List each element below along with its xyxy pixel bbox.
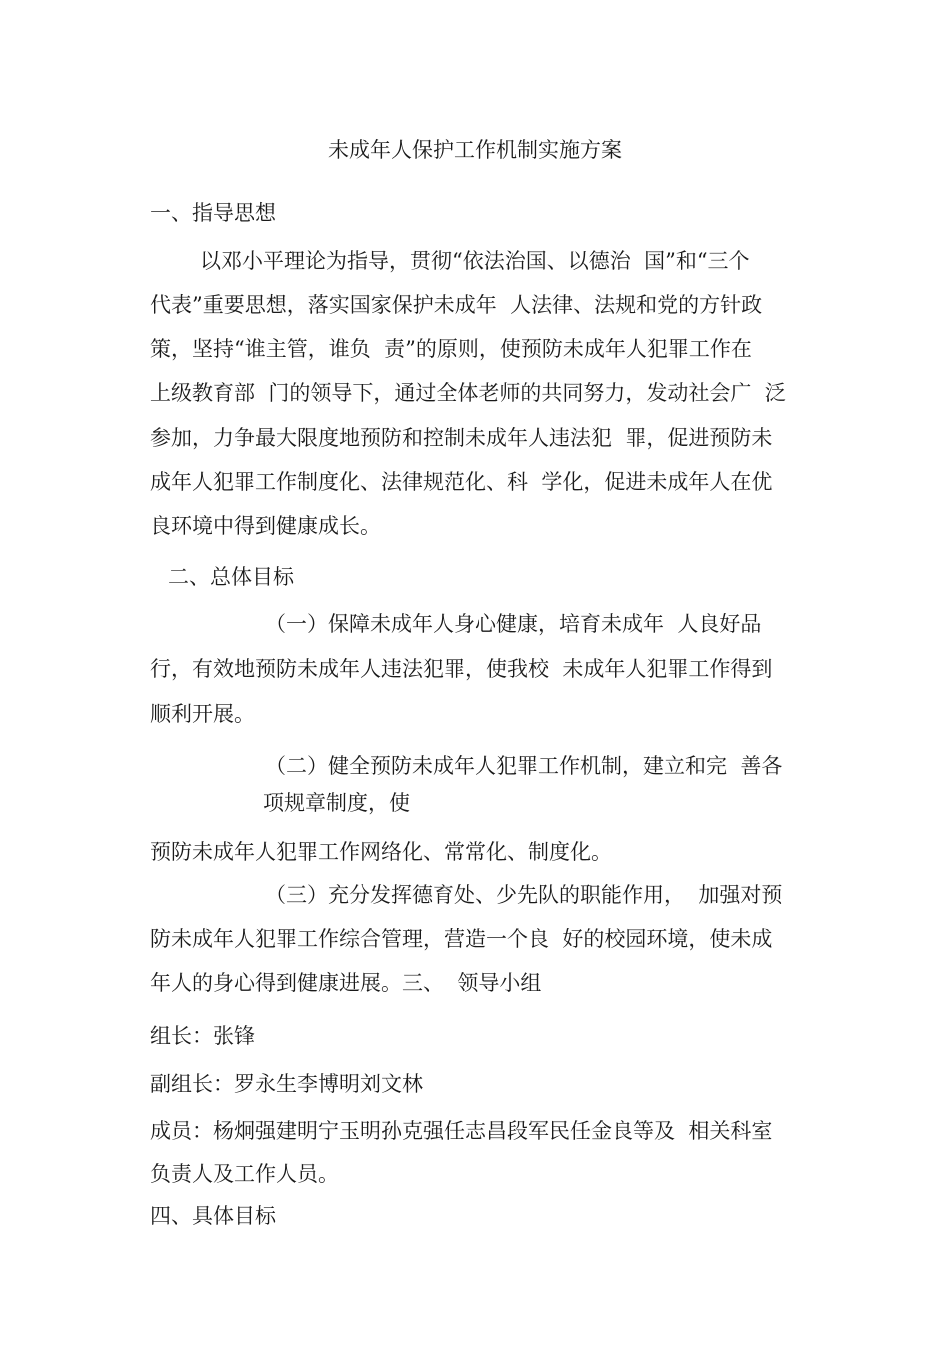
goal-item-2-line: 预防未成年人犯罪工作网络化、常常化、制度化。 (150, 840, 612, 864)
paragraph-line: 以邓小平理论为指导，贯彻“依法治国、以德治 国”和“三个 (200, 249, 750, 273)
goal-item-1-line: （一）保障未成年人身心健康，培育未成年 人良好品 (265, 612, 762, 636)
goal-item-2-line: 项规章制度，使 (263, 791, 410, 815)
members-line: 成员：杨炯强建明宁玉明孙克强任志昌段军民任金良等及 相关科室 (150, 1119, 773, 1143)
leader-line: 组长：张锋 (150, 1024, 255, 1048)
paragraph-line: 参加，力争最大限度地预防和控制未成年人违法犯 罪，促进预防未 (150, 426, 773, 450)
document-title: 未成年人保护工作机制实施方案 (328, 138, 622, 162)
section-heading-overall-goals: 二、总体目标 (168, 565, 294, 589)
paragraph-line: 良环境中得到健康成长。 (150, 514, 381, 538)
goal-item-3-line: 防未成年人犯罪工作综合管理，营造一个良 好的校园环境，使未成 (150, 927, 773, 951)
paragraph-line: 上级教育部 门的领导下，通过全体老师的共同努力，发动社会广 泛 (150, 381, 786, 405)
goal-item-3-line: 年人的身心得到健康进展。三、 领导小组 (150, 971, 542, 995)
section-heading-specific-goals: 四、具体目标 (150, 1204, 276, 1228)
goal-item-3-line: （三）充分发挥德育处、少先队的职能作用， 加强对预 (265, 883, 783, 907)
paragraph-line: 成年人犯罪工作制度化、法律规范化、科 学化，促进未成年人在优 (150, 470, 773, 494)
deputy-leader-line: 副组长：罗永生李博明刘文林 (150, 1072, 423, 1096)
goal-item-1-line: 顺利开展。 (150, 702, 255, 726)
paragraph-line: 代表”重要思想，落实国家保护未成年 人法律、法规和党的方针政 (150, 293, 763, 317)
paragraph-line: 策，坚持“谁主管，谁负 责”的原则，使预防未成年人犯罪工作在 (150, 337, 752, 361)
section-heading-guiding-ideology: 一、指导思想 (150, 201, 276, 225)
members-line: 负责人及工作人员。 (150, 1162, 339, 1186)
goal-item-1-line: 行，有效地预防未成年人违法犯罪，使我校 未成年人犯罪工作得到 (150, 657, 773, 681)
goal-item-2-line: （二）健全预防未成年人犯罪工作机制，建立和完 善各 (265, 754, 783, 778)
